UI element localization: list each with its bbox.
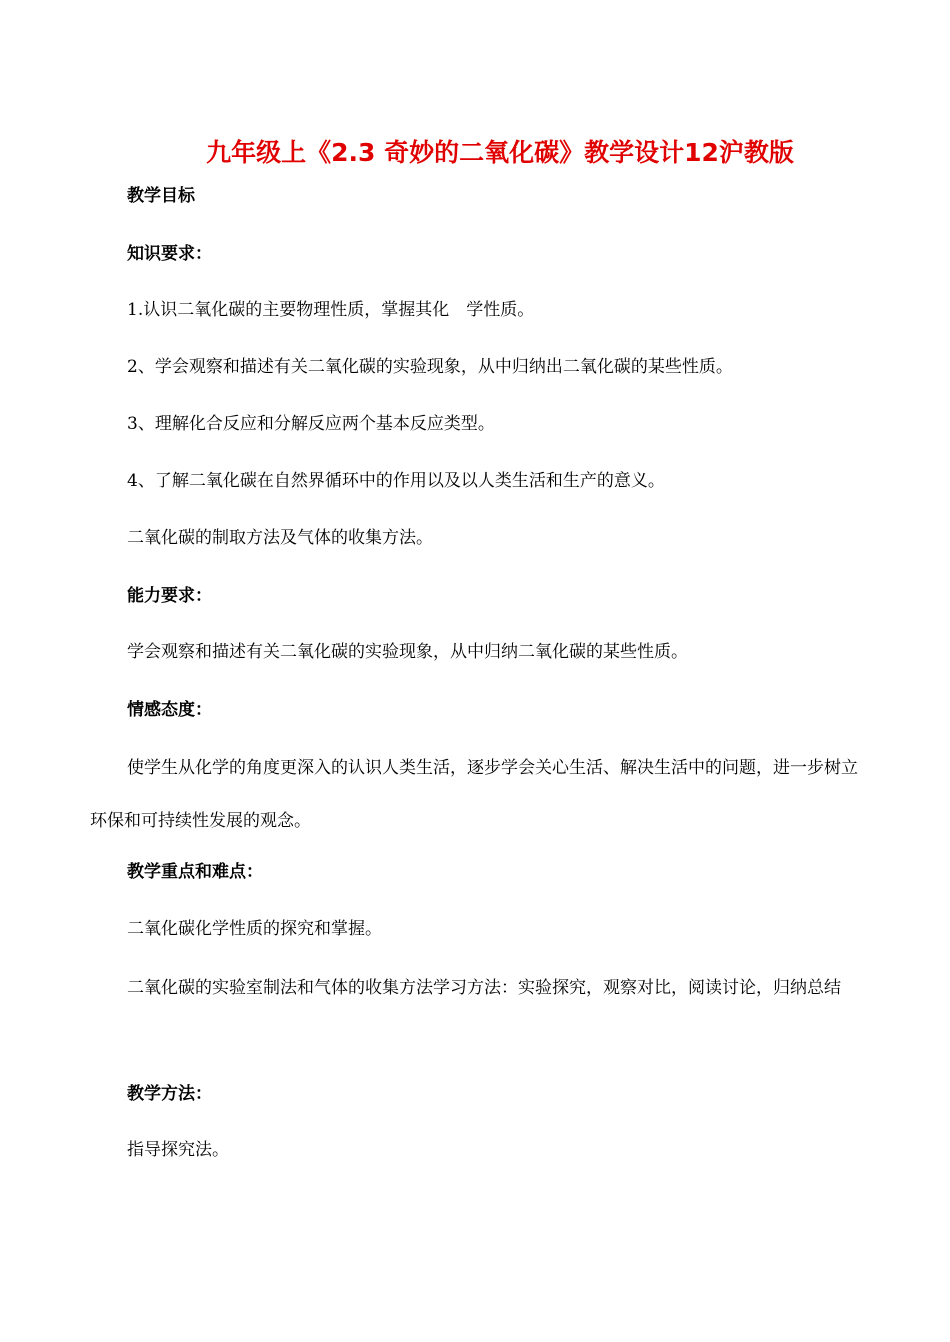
knowledge-item-4: 4、了解二氧化碳在自然界循环中的作用以及以人类生活和生产的意义。	[127, 471, 665, 491]
knowledge-item-5: 二氧化碳的制取方法及气体的收集方法。	[127, 528, 433, 548]
key-point-1: 二氧化碳化学性质的探究和掌握。	[127, 919, 382, 939]
key-point-2: 二氧化碳的实验室制法和气体的收集方法学习方法：实验探究，观察对比，阅读讨论，归纳总结	[127, 978, 841, 998]
heading-key-points: 教学重点和难点：	[127, 862, 263, 882]
method-item-1: 指导探究法。	[127, 1140, 229, 1160]
heading-teaching-goals: 教学目标	[127, 186, 195, 206]
knowledge-item-1: 1.认识二氧化碳的主要物理性质，掌握其化 学性质。	[127, 300, 535, 320]
heading-emotional-attitude: 情感态度：	[127, 700, 212, 720]
document-title: 九年级上《2.3 奇妙的二氧化碳》教学设计12沪教版	[206, 138, 794, 167]
knowledge-item-3: 3、理解化合反应和分解反应两个基本反应类型。	[127, 414, 495, 434]
knowledge-item-2: 2、学会观察和描述有关二氧化碳的实验现象，从中归纳出二氧化碳的某些性质。	[127, 357, 733, 377]
heading-knowledge-requirements: 知识要求：	[127, 244, 212, 264]
heading-teaching-method: 教学方法：	[127, 1084, 212, 1104]
ability-item-1: 学会观察和描述有关二氧化碳的实验现象，从中归纳二氧化碳的某些性质。	[127, 642, 688, 662]
emotion-paragraph: 使学生从化学的角度更深入的认识人类生活，逐步学会关心生活、解决生活中的问题，进一步树立环保和可持续性发展的观念。	[90, 758, 858, 831]
heading-ability-requirements: 能力要求：	[127, 586, 212, 606]
